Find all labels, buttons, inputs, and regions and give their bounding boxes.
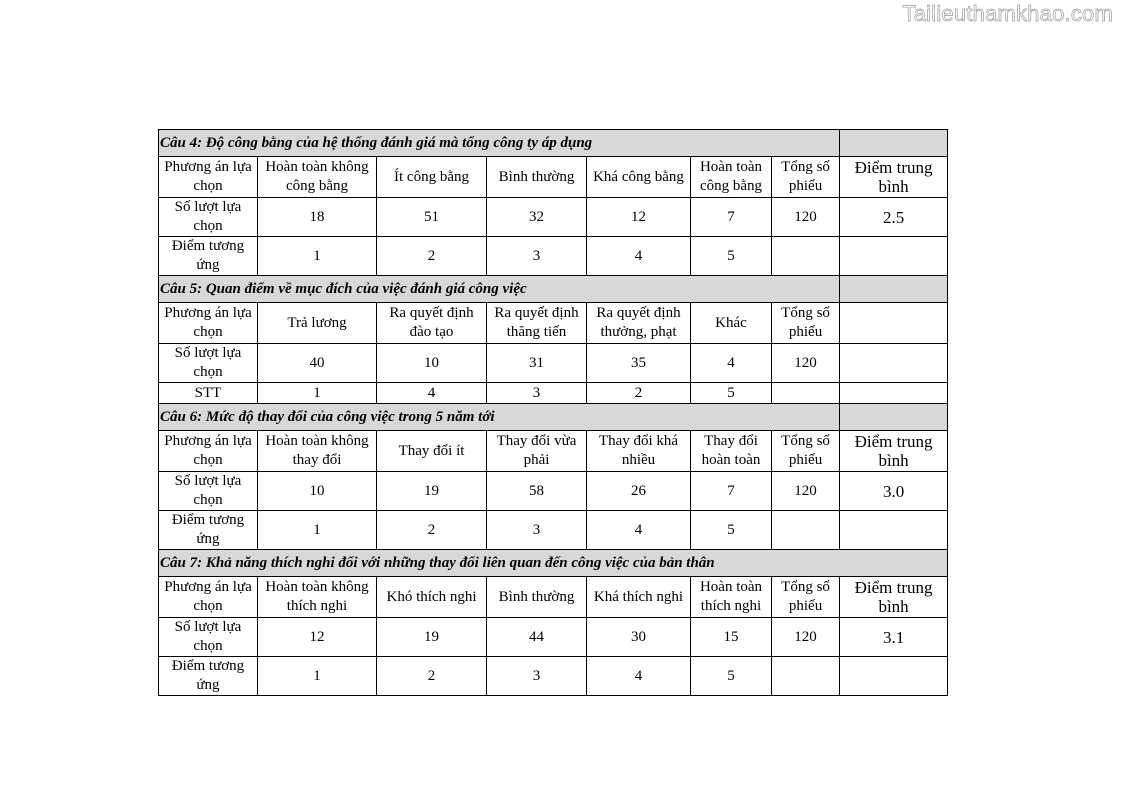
row-label: Số lượt lựa chọn [159, 618, 258, 657]
header-cell: Điểm trung bình [840, 157, 948, 198]
data-cell: 32 [487, 198, 587, 237]
table-row [159, 198, 948, 237]
header-cell: Tổng số phiếu [772, 303, 840, 344]
header-cell: Khó thích nghi [377, 577, 487, 618]
data-cell: 10 [377, 344, 487, 383]
question-title: Câu 7: Khả năng thích nghi đối với những thay đổi liên quan đến công việc của bản thân [159, 550, 948, 577]
header-cell: Thay đổi ít [377, 431, 487, 472]
header-cell: Điểm trung bình [840, 577, 948, 618]
data-cell: 3.1 [840, 618, 948, 657]
data-cell: 4 [587, 237, 691, 276]
data-cell: 4 [691, 344, 772, 383]
data-cell [772, 657, 840, 696]
data-cell: 19 [377, 618, 487, 657]
header-cell: Điểm trung bình [840, 431, 948, 472]
question-4-header-row [159, 157, 948, 198]
question-6-header-row [159, 431, 948, 472]
data-cell: 10 [258, 472, 377, 511]
header-cell: Ra quyết định thưởng, phạt [587, 303, 691, 344]
header-cell: Hoàn toàn không thay đổi [258, 431, 377, 472]
header-cell: Khác [691, 303, 772, 344]
table-row [159, 472, 948, 511]
data-cell: 2 [377, 657, 487, 696]
data-cell [772, 511, 840, 550]
header-cell: Ra quyết định thăng tiến [487, 303, 587, 344]
data-cell [840, 657, 948, 696]
data-cell: 19 [377, 472, 487, 511]
data-cell: 51 [377, 198, 487, 237]
data-cell: 5 [691, 383, 772, 404]
data-cell: 120 [772, 198, 840, 237]
header-cell: Khá công bằng [587, 157, 691, 198]
data-cell [840, 383, 948, 404]
header-cell: Phương án lựa chọn [159, 157, 258, 198]
header-cell: Hoàn toàn không công bằng [258, 157, 377, 198]
row-label: Điểm tương ứng [159, 511, 258, 550]
question-4-title-row [159, 130, 948, 157]
data-cell [840, 511, 948, 550]
data-cell: 3.0 [840, 472, 948, 511]
header-cell: Hoàn toàn công bằng [691, 157, 772, 198]
watermark-text: Tailieuthamkhao.com [902, 1, 1113, 26]
row-label: Điểm tương ứng [159, 657, 258, 696]
table-row [159, 344, 948, 383]
data-cell: 2 [377, 237, 487, 276]
row-label: Số lượt lựa chọn [159, 344, 258, 383]
data-cell: 18 [258, 198, 377, 237]
question-6-title-row [159, 404, 948, 431]
survey-results-table [158, 129, 948, 696]
question-5-title-row [159, 276, 948, 303]
question-title-empty-cell [840, 276, 948, 303]
data-cell: 4 [377, 383, 487, 404]
header-cell: Hoàn toàn không thích nghi [258, 577, 377, 618]
data-cell: 12 [587, 198, 691, 237]
data-cell: 7 [691, 472, 772, 511]
data-cell: 5 [691, 511, 772, 550]
table-row [159, 657, 948, 696]
question-title: Câu 6: Mức độ thay đổi của công việc trong 5 năm tới [159, 404, 840, 431]
data-cell: 40 [258, 344, 377, 383]
question-title: Câu 5: Quan điểm về mục đích của việc đánh giá công việc [159, 276, 840, 303]
data-cell: 30 [587, 618, 691, 657]
header-cell: Ra quyết định đào tạo [377, 303, 487, 344]
header-cell: Tổng số phiếu [772, 577, 840, 618]
question-7-title-row [159, 550, 948, 577]
data-cell: 3 [487, 657, 587, 696]
question-7-header-row [159, 577, 948, 618]
data-cell: 31 [487, 344, 587, 383]
header-cell: Trả lương [258, 303, 377, 344]
row-label: Điểm tương ứng [159, 237, 258, 276]
question-title-empty-cell [840, 130, 948, 157]
data-cell: 35 [587, 344, 691, 383]
header-cell: Ít công bằng [377, 157, 487, 198]
data-cell [772, 383, 840, 404]
data-cell [840, 344, 948, 383]
data-cell: 120 [772, 344, 840, 383]
table-row [159, 383, 948, 404]
table-row [159, 237, 948, 276]
data-cell: 120 [772, 472, 840, 511]
data-cell: 2.5 [840, 198, 948, 237]
data-cell: 4 [587, 657, 691, 696]
data-cell: 1 [258, 657, 377, 696]
data-cell: 3 [487, 383, 587, 404]
data-cell: 1 [258, 511, 377, 550]
data-cell: 15 [691, 618, 772, 657]
question-title: Câu 4: Độ công bằng của hệ thống đánh giá mà tổng công ty áp dụng [159, 130, 840, 157]
header-cell: Thay đổi hoàn toàn [691, 431, 772, 472]
data-cell: 12 [258, 618, 377, 657]
data-cell [840, 237, 948, 276]
question-5-header-row [159, 303, 948, 344]
row-label: Số lượt lựa chọn [159, 472, 258, 511]
header-cell: Tổng số phiếu [772, 431, 840, 472]
data-cell: 5 [691, 657, 772, 696]
data-cell: 58 [487, 472, 587, 511]
header-cell: Bình thường [487, 157, 587, 198]
data-cell: 1 [258, 383, 377, 404]
data-cell [772, 237, 840, 276]
table-row [159, 618, 948, 657]
table-row [159, 511, 948, 550]
data-cell: 5 [691, 237, 772, 276]
row-label: STT [159, 383, 258, 404]
data-cell: 44 [487, 618, 587, 657]
header-cell: Tổng số phiếu [772, 157, 840, 198]
data-cell: 2 [377, 511, 487, 550]
header-cell: Thay đổi vừa phải [487, 431, 587, 472]
header-cell: Phương án lựa chọn [159, 303, 258, 344]
header-cell: Phương án lựa chọn [159, 577, 258, 618]
header-cell: Hoàn toàn thích nghi [691, 577, 772, 618]
header-cell: Phương án lựa chọn [159, 431, 258, 472]
header-cell: Bình thường [487, 577, 587, 618]
data-cell: 26 [587, 472, 691, 511]
data-cell: 120 [772, 618, 840, 657]
data-cell: 1 [258, 237, 377, 276]
data-cell: 2 [587, 383, 691, 404]
data-cell: 3 [487, 237, 587, 276]
data-cell: 7 [691, 198, 772, 237]
header-cell [840, 303, 948, 344]
row-label: Số lượt lựa chọn [159, 198, 258, 237]
data-cell: 3 [487, 511, 587, 550]
header-cell: Thay đổi khá nhiều [587, 431, 691, 472]
header-cell: Khá thích nghi [587, 577, 691, 618]
question-title-empty-cell [840, 404, 948, 431]
data-cell: 4 [587, 511, 691, 550]
